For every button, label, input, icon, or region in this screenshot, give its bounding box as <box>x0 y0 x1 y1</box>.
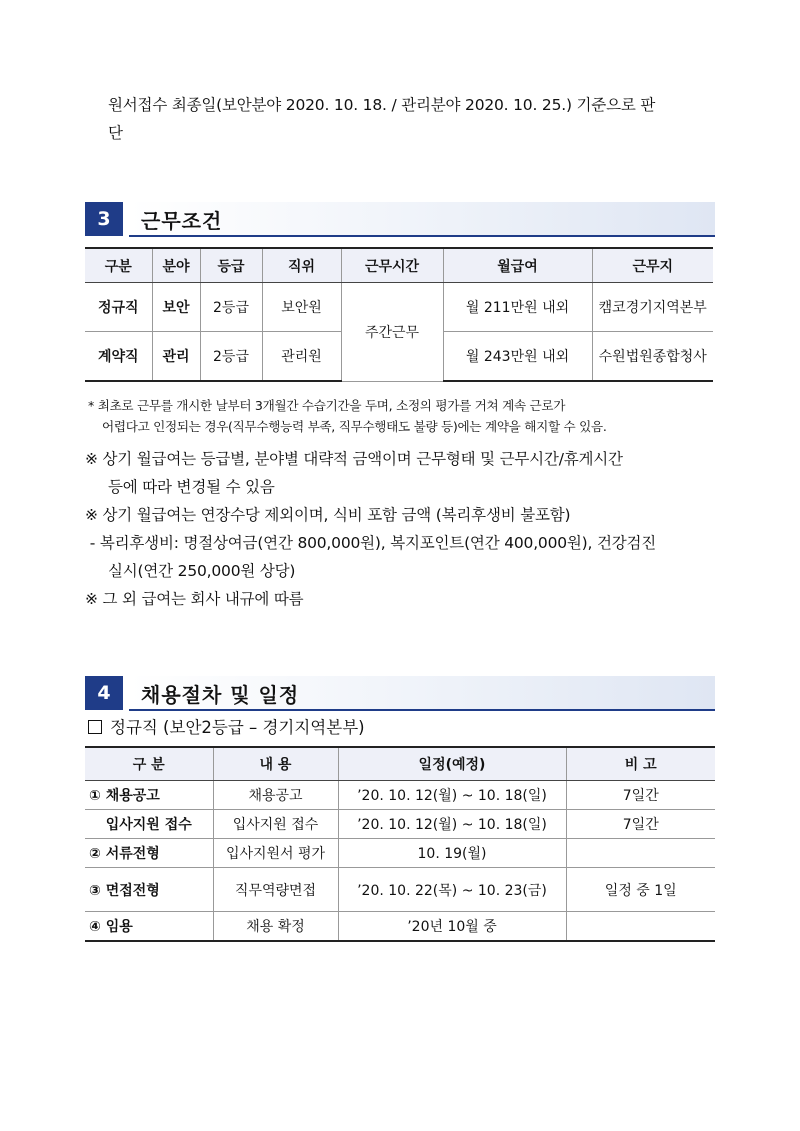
employment-type: 계약직 <box>85 332 152 382</box>
stage: 입사지원 접수 <box>85 810 213 839</box>
col-header: 근무지 <box>592 248 713 283</box>
col-header: 근무시간 <box>341 248 443 283</box>
section-4-number: 4 <box>85 676 123 710</box>
content: 채용 확정 <box>213 912 338 942</box>
salary-notes <box>85 445 720 613</box>
probation-footnote <box>88 395 718 437</box>
col-header: 직위 <box>262 248 341 283</box>
table-header-row <box>85 747 715 781</box>
section-4-header <box>85 676 715 712</box>
work-location: 수원법원종합청사 <box>592 332 713 382</box>
section-3-title: 근무조건 <box>141 209 223 233</box>
table-row <box>85 839 715 868</box>
field: 보안 <box>152 283 200 332</box>
col-header: 분야 <box>152 248 200 283</box>
note-line: ※ 상기 월급여는 연장수당 제외이며, 식비 포함 금액 (복리후생비 불포함) <box>85 506 571 524</box>
footnote-line-1: * 최초로 근무를 개시한 날부터 3개월간 수습기간을 두며, 소정의 평가를 거쳐 계속 근로가 <box>88 398 566 413</box>
schedule: ’20. 10. 22(목) ~ 10. 23(금) <box>338 868 566 912</box>
salary: 월 243만원 내외 <box>443 332 592 382</box>
position: 관리원 <box>262 332 341 382</box>
work-location: 캠코경기지역본부 <box>592 283 713 332</box>
remark: 7일간 <box>566 810 715 839</box>
remark <box>566 839 715 868</box>
intro-line-1: 원서접수 최종일(보안분야 2020. 10. 18. / 관리분야 2020. 10. 25.) 기준으로 판 <box>108 96 656 114</box>
table-row <box>85 781 715 810</box>
square-bullet-icon <box>88 720 102 734</box>
remark: 일정 중 1일 <box>566 868 715 912</box>
grade: 2등급 <box>200 283 262 332</box>
schedule: ’20. 10. 12(월) ~ 10. 18(일) <box>338 781 566 810</box>
intro-paragraph <box>108 91 718 147</box>
grade: 2등급 <box>200 332 262 382</box>
intro-line-2: 단 <box>108 124 123 142</box>
col-header: 비 고 <box>566 747 715 781</box>
content: 입사지원 접수 <box>213 810 338 839</box>
table-row <box>85 810 715 839</box>
stage: ① 채용공고 <box>85 781 213 810</box>
col-header: 구 분 <box>85 747 213 781</box>
section-3-header <box>85 202 715 238</box>
section-3-number: 3 <box>85 202 123 236</box>
section-4-title: 채용절차 및 일정 <box>141 683 300 707</box>
table-row <box>85 868 715 912</box>
remark: 7일간 <box>566 781 715 810</box>
content: 입사지원서 평가 <box>213 839 338 868</box>
col-header: 일정(예정) <box>338 747 566 781</box>
note-line: ※ 상기 월급여는 등급별, 분야별 대략적 금액이며 근무형태 및 근무시간/휴게시간 <box>85 450 623 468</box>
table-row <box>85 912 715 942</box>
note-line: 실시(연간 250,000원 상당) <box>108 562 296 580</box>
subheading-text: 정규직 (보안2등급 – 경기지역본부) <box>110 718 365 737</box>
position: 보안원 <box>262 283 341 332</box>
employment-type: 정규직 <box>85 283 152 332</box>
table-header-row <box>85 248 713 283</box>
recruitment-schedule-table <box>85 746 715 942</box>
remark <box>566 912 715 942</box>
col-header: 구분 <box>85 248 152 283</box>
schedule: ’20. 10. 12(월) ~ 10. 18(일) <box>338 810 566 839</box>
working-conditions-table <box>85 247 713 382</box>
note-line: 등에 따라 변경될 수 있음 <box>108 478 275 496</box>
note-line: - 복리후생비: 명절상여금(연간 800,000원), 복지포인트(연간 400,000원), 건강검진 <box>85 534 657 552</box>
col-header: 월급여 <box>443 248 592 283</box>
table-row <box>85 283 713 332</box>
salary: 월 211만원 내외 <box>443 283 592 332</box>
stage: ④ 임용 <box>85 912 213 942</box>
field: 관리 <box>152 332 200 382</box>
working-hours: 주간근무 <box>341 283 443 382</box>
schedule: 10. 19(월) <box>338 839 566 868</box>
schedule: ’20년 10월 중 <box>338 912 566 942</box>
col-header: 등급 <box>200 248 262 283</box>
content: 직무역량면접 <box>213 868 338 912</box>
col-header: 내 용 <box>213 747 338 781</box>
stage: ③ 면접전형 <box>85 868 213 912</box>
note-line: ※ 그 외 급여는 회사 내규에 따름 <box>85 590 304 608</box>
stage: ② 서류전형 <box>85 839 213 868</box>
recruitment-subheading <box>88 714 365 738</box>
content: 채용공고 <box>213 781 338 810</box>
footnote-line-2: 어렵다고 인정되는 경우(직무수행능력 부족, 직무수행태도 불량 등)에는 계약을 해지할 수 있음. <box>102 419 607 434</box>
